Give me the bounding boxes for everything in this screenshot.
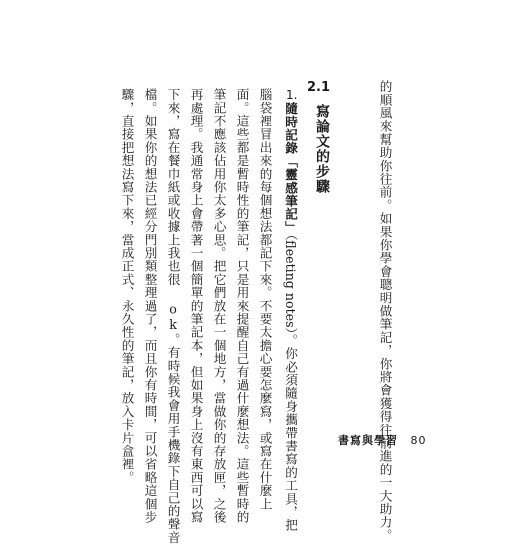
item-number: 1.	[286, 88, 298, 102]
body-line-2: 腦袋裡冒出來的每個想法都記下來。不要太擔心要怎麼寫，或寫在什麼上	[257, 88, 273, 511]
section-number: 2.1	[307, 80, 331, 95]
item-title-line	[281, 102, 300, 532]
body-line-4: 筆記不應該佔用你太多心思。把它們放在一個地方，當做你的存放匣，之後	[211, 88, 227, 524]
page-number: 80	[410, 434, 427, 447]
body-line-6: 下來，寫在餐巾紙或收據上我也很 ok。有時候我會用手機錄下自己的聲音	[165, 88, 181, 544]
item-text-rest: 。你必須隨身攜帶書寫的工具，把	[283, 333, 298, 532]
body-line-8: 驟，直接把想法寫下來，當成正式、永久性的筆記，放入卡片盒裡。	[119, 88, 135, 484]
item-title-latin: （fleeting notes）	[283, 234, 298, 334]
body-line-5: 再處理。我通常身上會帶著一個簡單的筆記本，但如果身上沒有東西可以寫	[188, 88, 204, 524]
item-title: 隨時記錄「靈感筆記」	[283, 102, 298, 234]
body-line-3: 面。這些都是暫時性的筆記，只是用來提醒自己有過什麼想法。這些暫時的	[234, 88, 250, 524]
page-footer	[338, 432, 427, 448]
footer-book-title: 書寫與學習	[338, 434, 398, 447]
section-title: 寫論文的步驟	[314, 104, 330, 194]
body-line-7: 檔。如果你的想法已經分門別類整理過了，而且你有時間，可以省略這個步	[142, 88, 158, 524]
intro-text: 的順風來幫助你往前。如果你學會聰明做筆記，你將會獲得往前進的一大助力。	[377, 80, 393, 542]
